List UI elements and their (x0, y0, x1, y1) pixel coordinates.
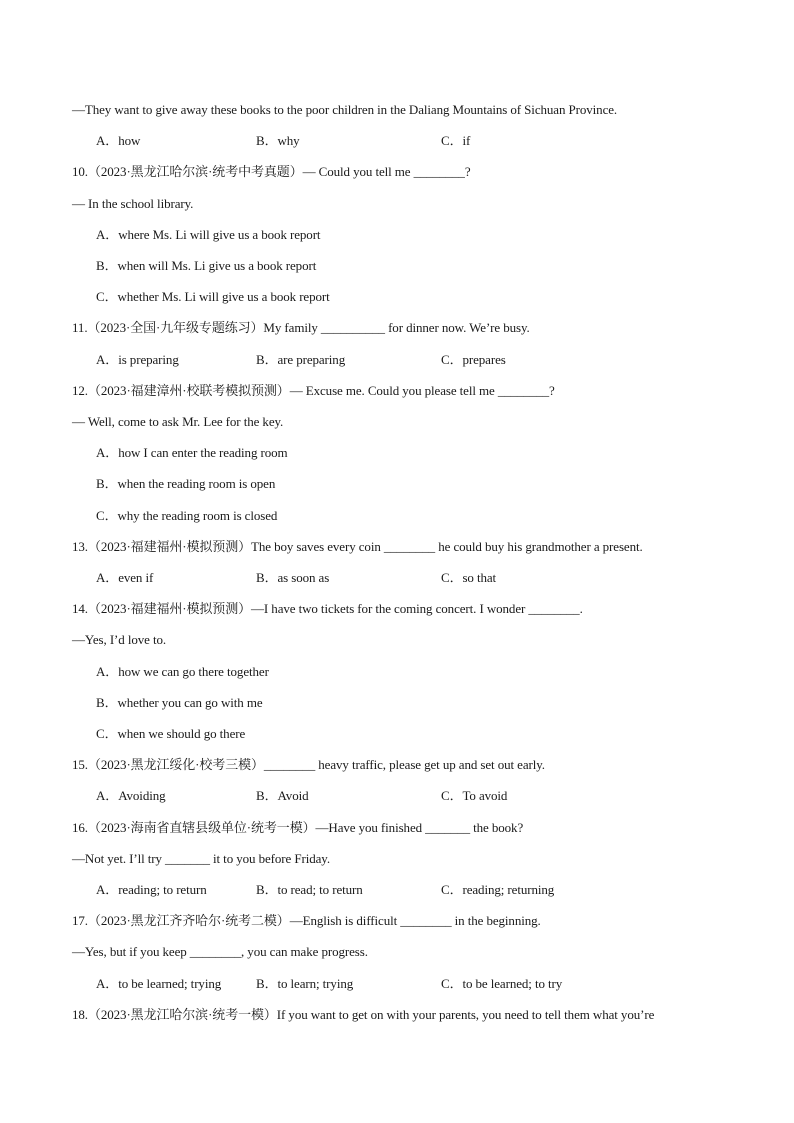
answer-option: A．where Ms. Li will give us a book report (96, 227, 321, 242)
answer-option-c: C．to be learned; to try (441, 976, 563, 991)
answer-option-c: C．To avoid (441, 788, 508, 803)
answer-option: B．when will Ms. Li give us a book report (96, 258, 317, 273)
question-text-line: 16.（2023·海南省直辖县级单位·统考一模）—Have you finished _______ the book? (72, 820, 524, 835)
answer-option-b: B．to learn; trying (256, 976, 354, 991)
answer-option-a: A．Avoiding (96, 788, 166, 803)
question-text-line: 10.（2023·黑龙江哈尔滨·统考中考真题）— Could you tell me ________? (72, 164, 471, 179)
question-text-line: 18.（2023·黑龙江哈尔滨·统考一模）If you want to get on with your parents, you need to tell them what you’re (72, 1007, 655, 1022)
question-text-line: 12.（2023·福建漳州·校联考模拟预测）— Excuse me. Could you please tell me ________? (72, 383, 555, 398)
answer-option-b: B．Avoid (256, 788, 309, 803)
answer-option-b: B．are preparing (256, 352, 346, 367)
question-text-line: — Well, come to ask Mr. Lee for the key. (72, 414, 284, 429)
answer-option-a: A．reading; to return (96, 882, 207, 897)
answer-option: C．when we should go there (96, 726, 246, 741)
question-text-line: 17.（2023·黑龙江齐齐哈尔·统考二模）—English is difficult ________ in the beginning. (72, 913, 541, 928)
answer-option-c: C．if (441, 133, 471, 148)
answer-option: A．how we can go there together (96, 664, 269, 679)
answer-option-a: A．even if (96, 570, 154, 585)
question-text-line: 14.（2023·福建福州·模拟预测）—I have two tickets for the coming concert. I wonder ________. (72, 601, 583, 616)
answer-option: A．how I can enter the reading room (96, 445, 288, 460)
answer-option-c: C．reading; returning (441, 882, 555, 897)
answer-option-a: A．is preparing (96, 352, 179, 367)
question-text-line: —Yes, but if you keep ________, you can make progress. (72, 944, 368, 959)
answer-option-a: A．to be learned; trying (96, 976, 222, 991)
answer-option-a: A．how (96, 133, 141, 148)
question-text-line: 15.（2023·黑龙江绥化·校考三模）________ heavy traffic, please get up and set out early. (72, 757, 545, 772)
answer-option: C．whether Ms. Li will give us a book report (96, 289, 330, 304)
answer-option: B．whether you can go with me (96, 695, 263, 710)
question-text-line: —Yes, I’d love to. (72, 632, 167, 647)
answer-option: B．when the reading room is open (96, 476, 276, 491)
answer-option-b: B．as soon as (256, 570, 330, 585)
answer-option-b: B．to read; to return (256, 882, 363, 897)
answer-option-c: C．so that (441, 570, 497, 585)
answer-option-b: B．why (256, 133, 300, 148)
answer-option: C．why the reading room is closed (96, 508, 278, 523)
question-text-line: 13.（2023·福建福州·模拟预测）The boy saves every coin ________ he could buy his grandmother a present. (72, 539, 643, 554)
question-text-line: —Not yet. I’ll try _______ it to you before Friday. (72, 851, 330, 866)
question-text-line: —They want to give away these books to the poor children in the Daliang Mountains of Sichuan Province. (72, 102, 618, 117)
answer-option-c: C．prepares (441, 352, 506, 367)
question-text-line: 11.（2023·全国·九年级专题练习）My family __________ for dinner now. We’re busy. (72, 320, 530, 335)
question-text-line: — In the school library. (72, 196, 194, 211)
